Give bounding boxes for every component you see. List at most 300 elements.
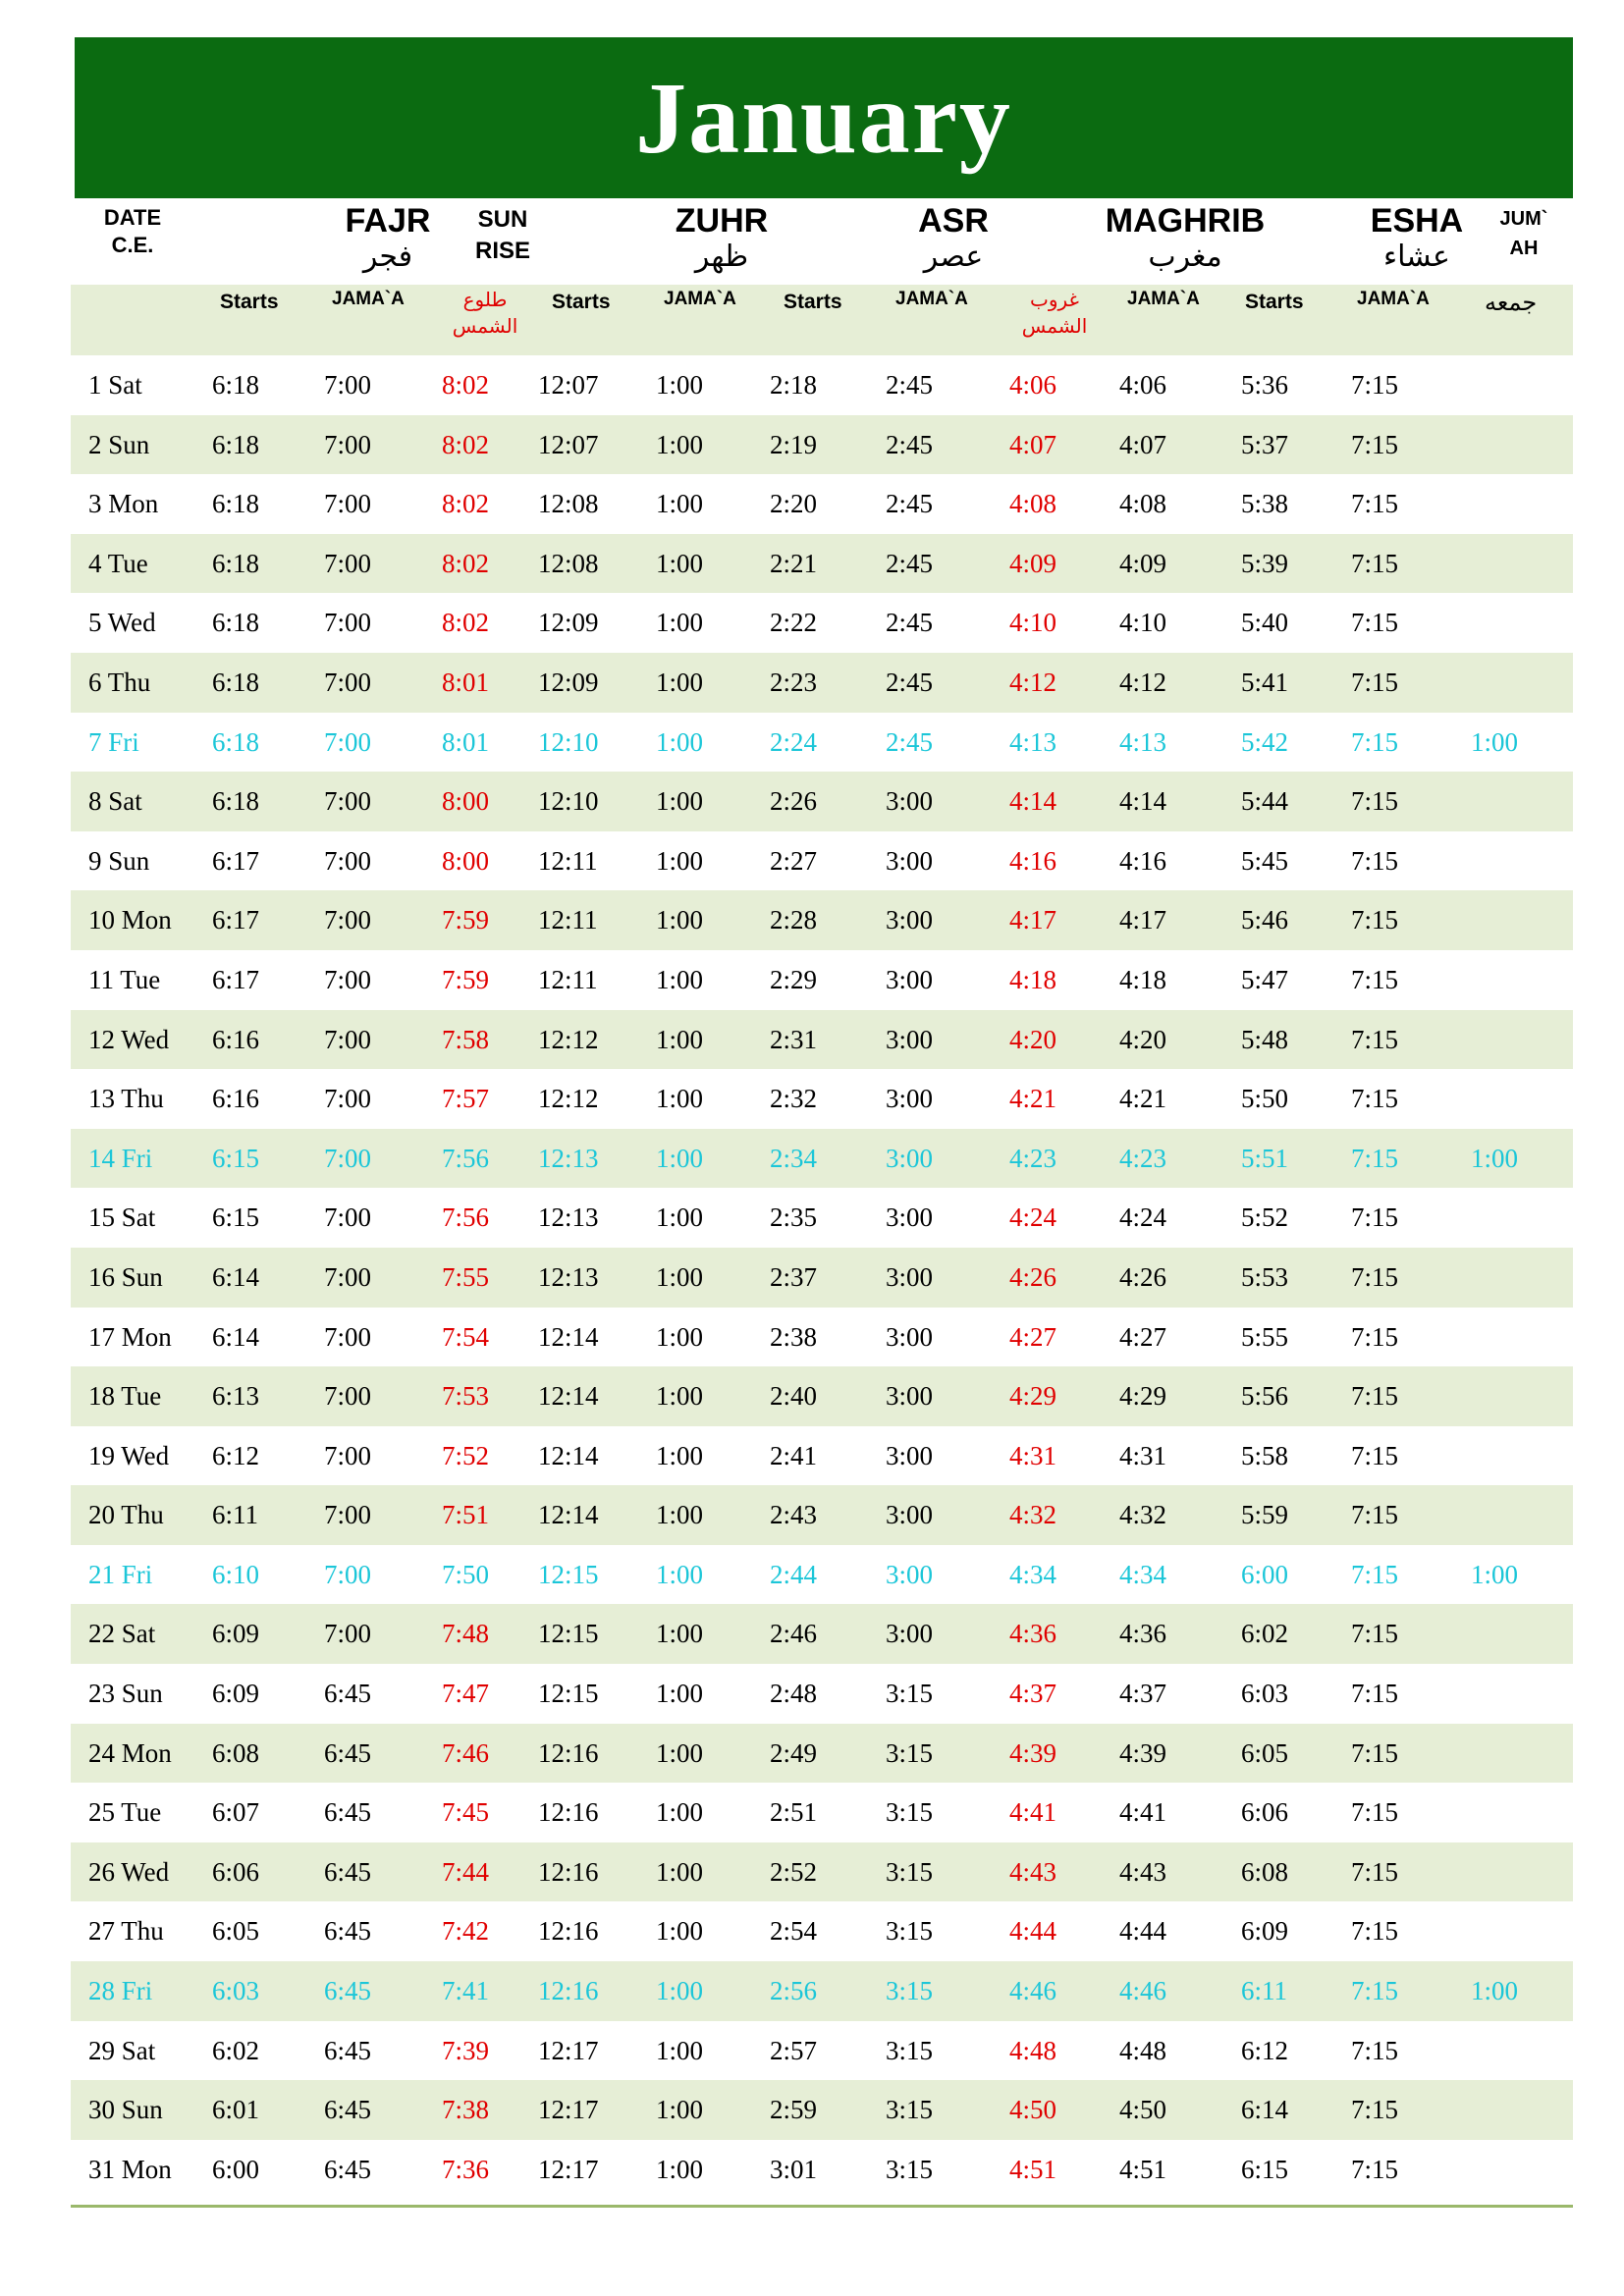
cell-asr-j: 3:15	[886, 2095, 934, 2125]
sunset-ar-label: غروب الشمس	[1021, 288, 1088, 338]
cell-asr: 2:49	[770, 1737, 818, 1768]
cell-zuhr-j: 1:00	[656, 2154, 704, 2184]
cell-fajr: 6:18	[212, 489, 260, 519]
cell-sun: 8:00	[442, 786, 490, 817]
cell-asr: 2:51	[770, 1797, 818, 1828]
cell-zuhr-j: 1:00	[656, 1916, 704, 1947]
month-title: January	[75, 37, 1573, 198]
cell-esha: 5:40	[1241, 608, 1289, 638]
table-row	[71, 1604, 1573, 1664]
cell-fajr-j: 7:00	[324, 370, 372, 400]
cell-zuhr-j: 1:00	[656, 370, 704, 400]
cell-zuhr-j: 1:00	[656, 1440, 704, 1470]
table-row	[71, 1485, 1573, 1545]
cell-sun: 7:56	[442, 1202, 490, 1233]
cell-fajr-j: 7:00	[324, 608, 372, 638]
cell-mag: 4:37	[1009, 1679, 1057, 1709]
cell-jumah: 1:00	[1471, 1976, 1519, 2006]
cell-mag: 4:31	[1009, 1440, 1057, 1470]
cell-sun: 7:42	[442, 1916, 490, 1947]
cell-esha-j: 7:15	[1351, 726, 1399, 757]
cell-mag-j: 4:09	[1119, 548, 1167, 578]
cell-sun: 8:02	[442, 548, 490, 578]
table-row	[71, 1783, 1573, 1842]
cell-fajr: 6:17	[212, 905, 260, 935]
table-row	[71, 2021, 1573, 2081]
cell-zuhr-j: 1:00	[656, 2035, 704, 2065]
cell-fajr-j: 6:45	[324, 1737, 372, 1768]
cell-zuhr: 12:13	[538, 1143, 599, 1173]
cell-zuhr: 12:09	[538, 667, 599, 697]
cell-esha-j: 7:15	[1351, 1024, 1399, 1054]
esha-starts-label: Starts	[1245, 291, 1304, 313]
cell-asr: 2:22	[770, 608, 818, 638]
cell-zuhr: 12:16	[538, 1856, 599, 1887]
cell-fajr: 6:18	[212, 667, 260, 697]
cell-zuhr-j: 1:00	[656, 1679, 704, 1709]
cell-date: 28 Fri	[88, 1976, 153, 2006]
cell-sun: 7:39	[442, 2035, 490, 2065]
cell-fajr-j: 7:00	[324, 1321, 372, 1352]
cell-asr: 2:18	[770, 370, 818, 400]
cell-mag: 4:21	[1009, 1084, 1057, 1114]
cell-fajr: 6:09	[212, 1619, 260, 1649]
cell-fajr: 6:18	[212, 429, 260, 459]
cell-zuhr: 12:14	[538, 1500, 599, 1530]
cell-date: 7 Fri	[88, 726, 139, 757]
cell-mag: 4:14	[1009, 786, 1057, 817]
cell-mag-j: 4:48	[1119, 2035, 1167, 2065]
table-row	[71, 474, 1573, 534]
cell-zuhr-j: 1:00	[656, 2095, 704, 2125]
cell-asr: 2:34	[770, 1143, 818, 1173]
cell-date: 2 Sun	[88, 429, 150, 459]
cell-fajr: 6:15	[212, 1143, 260, 1173]
cell-mag: 4:06	[1009, 370, 1057, 400]
cell-zuhr: 12:07	[538, 370, 599, 400]
cell-asr: 2:40	[770, 1381, 818, 1412]
table-row	[71, 1308, 1573, 1367]
cell-mag-j: 4:50	[1119, 2095, 1167, 2125]
cell-fajr: 6:18	[212, 548, 260, 578]
cell-esha-j: 7:15	[1351, 2095, 1399, 2125]
cell-fajr: 6:16	[212, 1024, 260, 1054]
cell-asr: 2:59	[770, 2095, 818, 2125]
cell-mag-j: 4:46	[1119, 1976, 1167, 2006]
cell-mag-j: 4:08	[1119, 489, 1167, 519]
cell-esha: 5:47	[1241, 964, 1289, 994]
cell-fajr: 6:05	[212, 1916, 260, 1947]
cell-zuhr: 12:17	[538, 2154, 599, 2184]
cell-esha: 6:05	[1241, 1737, 1289, 1768]
cell-mag: 4:26	[1009, 1261, 1057, 1292]
table-row	[71, 2140, 1573, 2200]
cell-esha: 5:42	[1241, 726, 1289, 757]
cell-asr-j: 2:45	[886, 726, 934, 757]
cell-zuhr-j: 1:00	[656, 1202, 704, 1233]
cell-fajr-j: 7:00	[324, 1084, 372, 1114]
cell-mag: 4:18	[1009, 964, 1057, 994]
header-maghrib: MAGHRIB مغرب	[1105, 202, 1266, 274]
cell-fajr: 6:06	[212, 1856, 260, 1887]
cell-zuhr-j: 1:00	[656, 964, 704, 994]
cell-esha-j: 7:15	[1351, 2035, 1399, 2065]
esha-jamaa-label: JAMA`A	[1357, 289, 1430, 309]
cell-sun: 8:01	[442, 667, 490, 697]
cell-zuhr: 12:11	[538, 905, 598, 935]
cell-date: 8 Sat	[88, 786, 142, 817]
cell-esha-j: 7:15	[1351, 608, 1399, 638]
cell-zuhr-j: 1:00	[656, 1084, 704, 1114]
cell-mag-j: 4:44	[1119, 1916, 1167, 1947]
cell-fajr-j: 7:00	[324, 1619, 372, 1649]
cell-zuhr-j: 1:00	[656, 1143, 704, 1173]
header-jumah: JUM` AH	[1499, 208, 1548, 259]
cell-date: 18 Tue	[88, 1381, 162, 1412]
cell-fajr-j: 7:00	[324, 548, 372, 578]
cell-mag: 4:34	[1009, 1559, 1057, 1589]
cell-zuhr: 12:14	[538, 1321, 599, 1352]
cell-fajr: 6:08	[212, 1737, 260, 1768]
cell-zuhr-j: 1:00	[656, 608, 704, 638]
cell-date: 26 Wed	[88, 1856, 170, 1887]
cell-sun: 7:54	[442, 1321, 490, 1352]
header-sunrise: SUN RISE	[474, 206, 530, 264]
cell-sun: 7:58	[442, 1024, 490, 1054]
cell-asr-j: 3:00	[886, 1619, 934, 1649]
cell-mag-j: 4:32	[1119, 1500, 1167, 1530]
cell-esha: 5:55	[1241, 1321, 1289, 1352]
cell-fajr: 6:18	[212, 370, 260, 400]
cell-esha-j: 7:15	[1351, 1797, 1399, 1828]
table-row	[71, 1664, 1573, 1724]
cell-mag-j: 4:27	[1119, 1321, 1167, 1352]
cell-esha-j: 7:15	[1351, 1202, 1399, 1233]
cell-mag-j: 4:23	[1119, 1143, 1167, 1173]
cell-date: 12 Wed	[88, 1024, 170, 1054]
cell-sun: 7:59	[442, 905, 490, 935]
cell-esha: 6:06	[1241, 1797, 1289, 1828]
cell-mag-j: 4:51	[1119, 2154, 1167, 2184]
table-row	[71, 772, 1573, 831]
cell-date: 11 Tue	[88, 964, 161, 994]
cell-fajr-j: 6:45	[324, 2154, 372, 2184]
cell-esha-j: 7:15	[1351, 905, 1399, 935]
cell-sun: 8:00	[442, 845, 490, 876]
cell-asr: 2:19	[770, 429, 818, 459]
cell-esha: 5:52	[1241, 1202, 1289, 1233]
cell-esha-j: 7:15	[1351, 548, 1399, 578]
cell-asr: 2:23	[770, 667, 818, 697]
cell-asr-j: 3:15	[886, 1856, 934, 1887]
cell-date: 19 Wed	[88, 1440, 170, 1470]
cell-sun: 7:57	[442, 1084, 490, 1114]
cell-zuhr: 12:09	[538, 608, 599, 638]
cell-sun: 7:55	[442, 1261, 490, 1292]
cell-zuhr: 12:15	[538, 1619, 599, 1649]
table-row	[71, 831, 1573, 891]
cell-mag: 4:12	[1009, 667, 1057, 697]
cell-zuhr-j: 1:00	[656, 429, 704, 459]
cell-mag-j: 4:34	[1119, 1559, 1167, 1589]
cell-asr-j: 3:00	[886, 1024, 934, 1054]
table-row	[71, 1069, 1573, 1129]
cell-esha: 6:11	[1241, 1976, 1287, 2006]
cell-date: 24 Mon	[88, 1737, 172, 1768]
cell-mag: 4:07	[1009, 429, 1057, 459]
cell-esha-j: 7:15	[1351, 1559, 1399, 1589]
header-date: DATE C.E.	[103, 205, 162, 257]
cell-fajr: 6:11	[212, 1500, 258, 1530]
header-asr: ASR عصر	[918, 202, 989, 274]
table-row	[71, 1842, 1573, 1902]
cell-date: 21 Fri	[88, 1559, 153, 1589]
cell-jumah: 1:00	[1471, 1143, 1519, 1173]
fajr-starts-label: Starts	[220, 291, 279, 313]
table-row	[71, 1426, 1573, 1486]
cell-sun: 8:02	[442, 429, 490, 459]
cell-zuhr-j: 1:00	[656, 1976, 704, 2006]
asr-jamaa-label: JAMA`A	[895, 289, 968, 309]
cell-zuhr-j: 1:00	[656, 726, 704, 757]
cell-zuhr: 12:15	[538, 1679, 599, 1709]
cell-fajr-j: 7:00	[324, 667, 372, 697]
cell-esha: 5:38	[1241, 489, 1289, 519]
cell-mag: 4:08	[1009, 489, 1057, 519]
cell-fajr: 6:18	[212, 786, 260, 817]
cell-asr: 2:54	[770, 1916, 818, 1947]
cell-mag: 4:20	[1009, 1024, 1057, 1054]
cell-esha: 6:12	[1241, 2035, 1289, 2065]
cell-asr: 2:26	[770, 786, 818, 817]
cell-fajr: 6:02	[212, 2035, 260, 2065]
cell-fajr-j: 6:45	[324, 1856, 372, 1887]
cell-mag: 4:50	[1009, 2095, 1057, 2125]
cell-sun: 7:53	[442, 1381, 490, 1412]
cell-mag: 4:10	[1009, 608, 1057, 638]
cell-zuhr: 12:17	[538, 2095, 599, 2125]
asr-starts-label: Starts	[784, 291, 842, 313]
cell-esha: 5:44	[1241, 786, 1289, 817]
cell-mag: 4:27	[1009, 1321, 1057, 1352]
sunrise-ar-label: طلوع الشمس	[452, 288, 518, 338]
cell-fajr-j: 7:00	[324, 786, 372, 817]
cell-asr-j: 3:00	[886, 1500, 934, 1530]
cell-esha: 5:39	[1241, 548, 1289, 578]
cell-esha-j: 7:15	[1351, 1381, 1399, 1412]
cell-fajr-j: 7:00	[324, 1024, 372, 1054]
cell-asr-j: 3:00	[886, 1143, 934, 1173]
maghrib-jamaa-label: JAMA`A	[1127, 289, 1200, 309]
cell-fajr-j: 6:45	[324, 1916, 372, 1947]
cell-asr: 2:52	[770, 1856, 818, 1887]
header-esha: ESHA عشاء	[1370, 202, 1464, 274]
cell-asr-j: 2:45	[886, 489, 934, 519]
cell-date: 25 Tue	[88, 1797, 162, 1828]
table-row	[71, 890, 1573, 950]
table-row	[71, 534, 1573, 594]
cell-mag: 4:24	[1009, 1202, 1057, 1233]
cell-asr: 2:57	[770, 2035, 818, 2065]
cell-asr: 3:01	[770, 2154, 818, 2184]
cell-fajr: 6:14	[212, 1261, 260, 1292]
cell-mag: 4:29	[1009, 1381, 1057, 1412]
cell-asr-j: 2:45	[886, 429, 934, 459]
cell-asr: 2:41	[770, 1440, 818, 1470]
jumah-ar-label: جمعه	[1485, 289, 1538, 316]
cell-mag: 4:44	[1009, 1916, 1057, 1947]
cell-zuhr: 12:17	[538, 2035, 599, 2065]
table-row	[71, 1366, 1573, 1426]
cell-asr: 2:37	[770, 1261, 818, 1292]
cell-asr-j: 3:15	[886, 1976, 934, 2006]
cell-asr-j: 3:15	[886, 1797, 934, 1828]
cell-sun: 8:02	[442, 608, 490, 638]
cell-mag-j: 4:06	[1119, 370, 1167, 400]
cell-esha: 5:53	[1241, 1261, 1289, 1292]
cell-esha: 5:59	[1241, 1500, 1289, 1530]
cell-mag: 4:43	[1009, 1856, 1057, 1887]
cell-fajr-j: 6:45	[324, 1797, 372, 1828]
cell-asr: 2:35	[770, 1202, 818, 1233]
cell-mag-j: 4:36	[1119, 1619, 1167, 1649]
cell-esha: 5:46	[1241, 905, 1289, 935]
cell-asr-j: 3:00	[886, 1084, 934, 1114]
cell-zuhr-j: 1:00	[656, 1797, 704, 1828]
cell-fajr-j: 7:00	[324, 1261, 372, 1292]
cell-esha-j: 7:15	[1351, 370, 1399, 400]
cell-date: 6 Thu	[88, 667, 151, 697]
cell-fajr: 6:17	[212, 845, 260, 876]
cell-asr: 2:56	[770, 1976, 818, 2006]
cell-zuhr: 12:11	[538, 964, 598, 994]
cell-sun: 8:02	[442, 370, 490, 400]
cell-mag-j: 4:14	[1119, 786, 1167, 817]
cell-asr-j: 2:45	[886, 370, 934, 400]
cell-esha: 5:58	[1241, 1440, 1289, 1470]
cell-asr-j: 3:00	[886, 1321, 934, 1352]
cell-asr: 2:48	[770, 1679, 818, 1709]
cell-asr: 2:27	[770, 845, 818, 876]
cell-asr: 2:29	[770, 964, 818, 994]
cell-zuhr-j: 1:00	[656, 1024, 704, 1054]
cell-fajr: 6:07	[212, 1797, 260, 1828]
table-row	[71, 1724, 1573, 1784]
cell-mag-j: 4:31	[1119, 1440, 1167, 1470]
cell-mag: 4:09	[1009, 548, 1057, 578]
cell-esha-j: 7:15	[1351, 2154, 1399, 2184]
cell-esha-j: 7:15	[1351, 489, 1399, 519]
cell-fajr-j: 6:45	[324, 1976, 372, 2006]
cell-zuhr-j: 1:00	[656, 1321, 704, 1352]
cell-fajr-j: 7:00	[324, 1381, 372, 1412]
cell-date: 17 Mon	[88, 1321, 172, 1352]
table-row	[71, 1545, 1573, 1605]
cell-zuhr: 12:16	[538, 1797, 599, 1828]
cell-zuhr-j: 1:00	[656, 786, 704, 817]
cell-esha: 5:48	[1241, 1024, 1289, 1054]
cell-mag-j: 4:16	[1119, 845, 1167, 876]
cell-zuhr: 12:16	[538, 1737, 599, 1768]
cell-fajr-j: 7:00	[324, 1559, 372, 1589]
cell-asr-j: 2:45	[886, 608, 934, 638]
cell-mag-j: 4:37	[1119, 1679, 1167, 1709]
cell-asr: 2:43	[770, 1500, 818, 1530]
table-row	[71, 593, 1573, 653]
cell-jumah: 1:00	[1471, 726, 1519, 757]
cell-fajr: 6:18	[212, 726, 260, 757]
cell-date: 31 Mon	[88, 2154, 172, 2184]
cell-asr: 2:20	[770, 489, 818, 519]
cell-date: 1 Sat	[88, 370, 142, 400]
cell-sun: 8:01	[442, 726, 490, 757]
cell-fajr-j: 6:45	[324, 2035, 372, 2065]
cell-mag-j: 4:17	[1119, 905, 1167, 935]
cell-fajr-j: 7:00	[324, 845, 372, 876]
cell-mag: 4:46	[1009, 1976, 1057, 2006]
cell-fajr-j: 7:00	[324, 1202, 372, 1233]
cell-sun: 7:38	[442, 2095, 490, 2125]
cell-esha-j: 7:15	[1351, 1619, 1399, 1649]
cell-date: 23 Sun	[88, 1679, 163, 1709]
cell-sun: 7:44	[442, 1856, 490, 1887]
cell-zuhr: 12:08	[538, 548, 599, 578]
cell-mag-j: 4:20	[1119, 1024, 1167, 1054]
cell-esha: 6:03	[1241, 1679, 1289, 1709]
table-row	[71, 2080, 1573, 2140]
cell-fajr-j: 7:00	[324, 489, 372, 519]
cell-asr: 2:28	[770, 905, 818, 935]
cell-sun: 7:36	[442, 2154, 490, 2184]
cell-mag-j: 4:21	[1119, 1084, 1167, 1114]
zuhr-jamaa-label: JAMA`A	[664, 289, 736, 309]
cell-date: 13 Thu	[88, 1084, 164, 1114]
cell-zuhr: 12:16	[538, 1976, 599, 2006]
cell-zuhr: 12:07	[538, 429, 599, 459]
cell-fajr-j: 7:00	[324, 429, 372, 459]
cell-fajr: 6:15	[212, 1202, 260, 1233]
cell-asr: 2:38	[770, 1321, 818, 1352]
cell-asr-j: 3:00	[886, 1559, 934, 1589]
cell-date: 10 Mon	[88, 905, 172, 935]
cell-fajr-j: 7:00	[324, 1500, 372, 1530]
cell-asr: 2:32	[770, 1084, 818, 1114]
cell-zuhr: 12:16	[538, 1916, 599, 1947]
cell-esha-j: 7:15	[1351, 1143, 1399, 1173]
cell-fajr: 6:03	[212, 1976, 260, 2006]
cell-fajr-j: 6:45	[324, 1679, 372, 1709]
table-row	[71, 1129, 1573, 1189]
cell-esha-j: 7:15	[1351, 1916, 1399, 1947]
cell-zuhr-j: 1:00	[656, 1856, 704, 1887]
cell-sun: 7:51	[442, 1500, 490, 1530]
cell-asr-j: 3:00	[886, 964, 934, 994]
cell-zuhr-j: 1:00	[656, 1381, 704, 1412]
cell-esha-j: 7:15	[1351, 1440, 1399, 1470]
zuhr-starts-label: Starts	[552, 291, 611, 313]
cell-asr-j: 3:00	[886, 905, 934, 935]
fajr-jamaa-label: JAMA`A	[332, 289, 405, 309]
cell-asr: 2:21	[770, 548, 818, 578]
cell-sun: 7:59	[442, 964, 490, 994]
table-row	[71, 950, 1573, 1010]
table-row	[71, 355, 1573, 415]
cell-mag: 4:36	[1009, 1619, 1057, 1649]
cell-mag: 4:16	[1009, 845, 1057, 876]
cell-fajr: 6:17	[212, 964, 260, 994]
cell-fajr-j: 7:00	[324, 726, 372, 757]
cell-date: 30 Sun	[88, 2095, 163, 2125]
